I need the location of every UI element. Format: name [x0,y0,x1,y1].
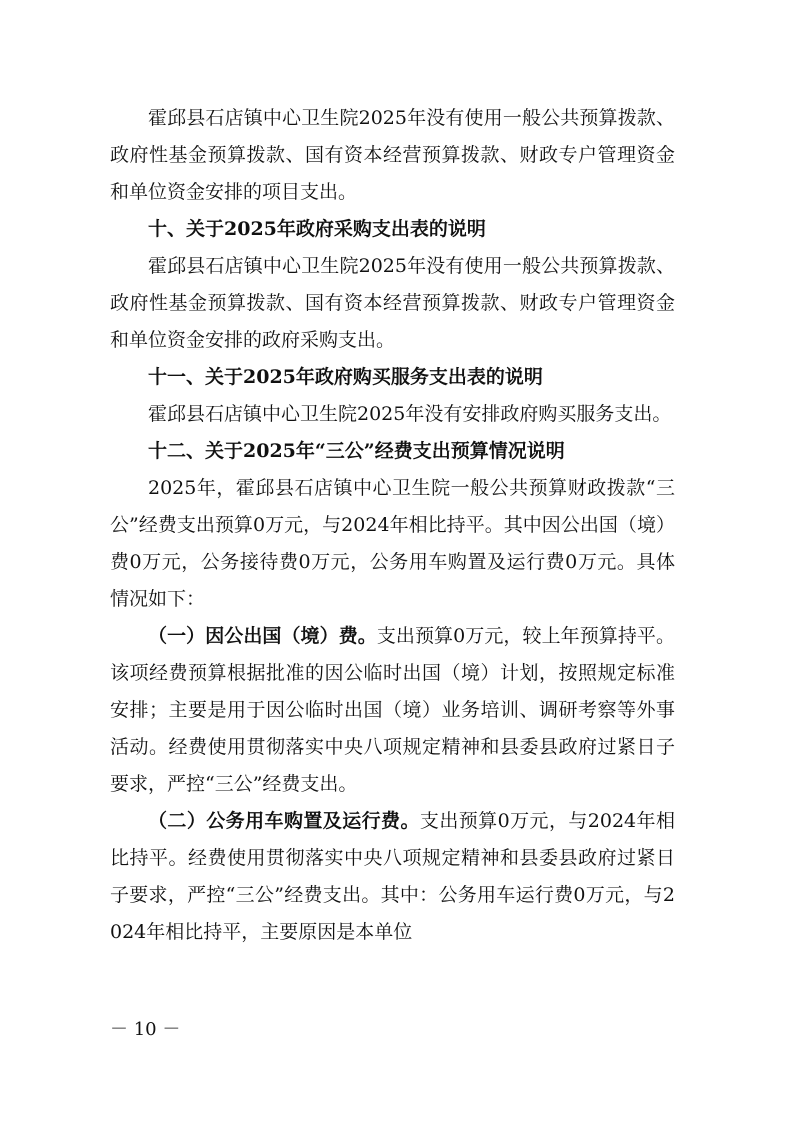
overseas-travel-label: （一）因公出国（境）费。 [148,625,377,647]
vehicle-label: （二）公务用车购置及运行费。 [148,810,420,832]
heading-section-12: 十二、关于2025年“三公”经费支出预算情况说明 [148,440,565,462]
paragraph-three-public-overview: 2025年，霍邱县石店镇中心卫生院一般公共预算财政拨款“三公”经费支出预算0万元，与2024年相比持平。其中因公出国（境）费0万元，公务接待费0万元，公务用车购置及运行费0万元。具体情况如下： [110,477,675,610]
vehicle-text: 支出预算0万元，与2024年相比持平。经费使用贯彻落实中央八项规定精神和县委县政府过紧日子要求，严控“三公”经费支出。其中：公务用车运行费0万元，与2024年相比持平，主要原因是本单位 [110,810,675,943]
heading-section-11: 十一、关于2025年政府购买服务支出表的说明 [148,366,543,388]
overseas-travel-text: 支出预算0万元，较上年预算持平。该项经费预算根据批准的因公临时出国（境）计划，按照规定标准安排；主要是用于因公临时出国（境）业务培训、调研考察等外事活动。经费使用贯彻落实中央八项规定精神和县委县政府过紧日子要求，严控“三公”经费支出。 [110,625,675,795]
paragraph-procurement: 霍邱县石店镇中心卫生院2025年没有使用一般公共预算拨款、政府性基金预算拨款、国有资本经营预算拨款、财政专户管理资金和单位资金安排的政府采购支出。 [110,255,675,351]
paragraph-vehicle [110,803,675,951]
paragraph-overseas-travel [110,618,675,803]
document-page [110,100,675,951]
paragraph-service-purchase: 霍邱县石店镇中心卫生院2025年没有安排政府购买服务支出。 [148,403,672,425]
page-number: － 10 － [110,1019,181,1040]
paragraph-project-expenditure: 霍邱县石店镇中心卫生院2025年没有使用一般公共预算拨款、政府性基金预算拨款、国有资本经营预算拨款、财政专户管理资金和单位资金安排的项目支出。 [110,107,675,203]
heading-section-10: 十、关于2025年政府采购支出表的说明 [148,218,486,240]
